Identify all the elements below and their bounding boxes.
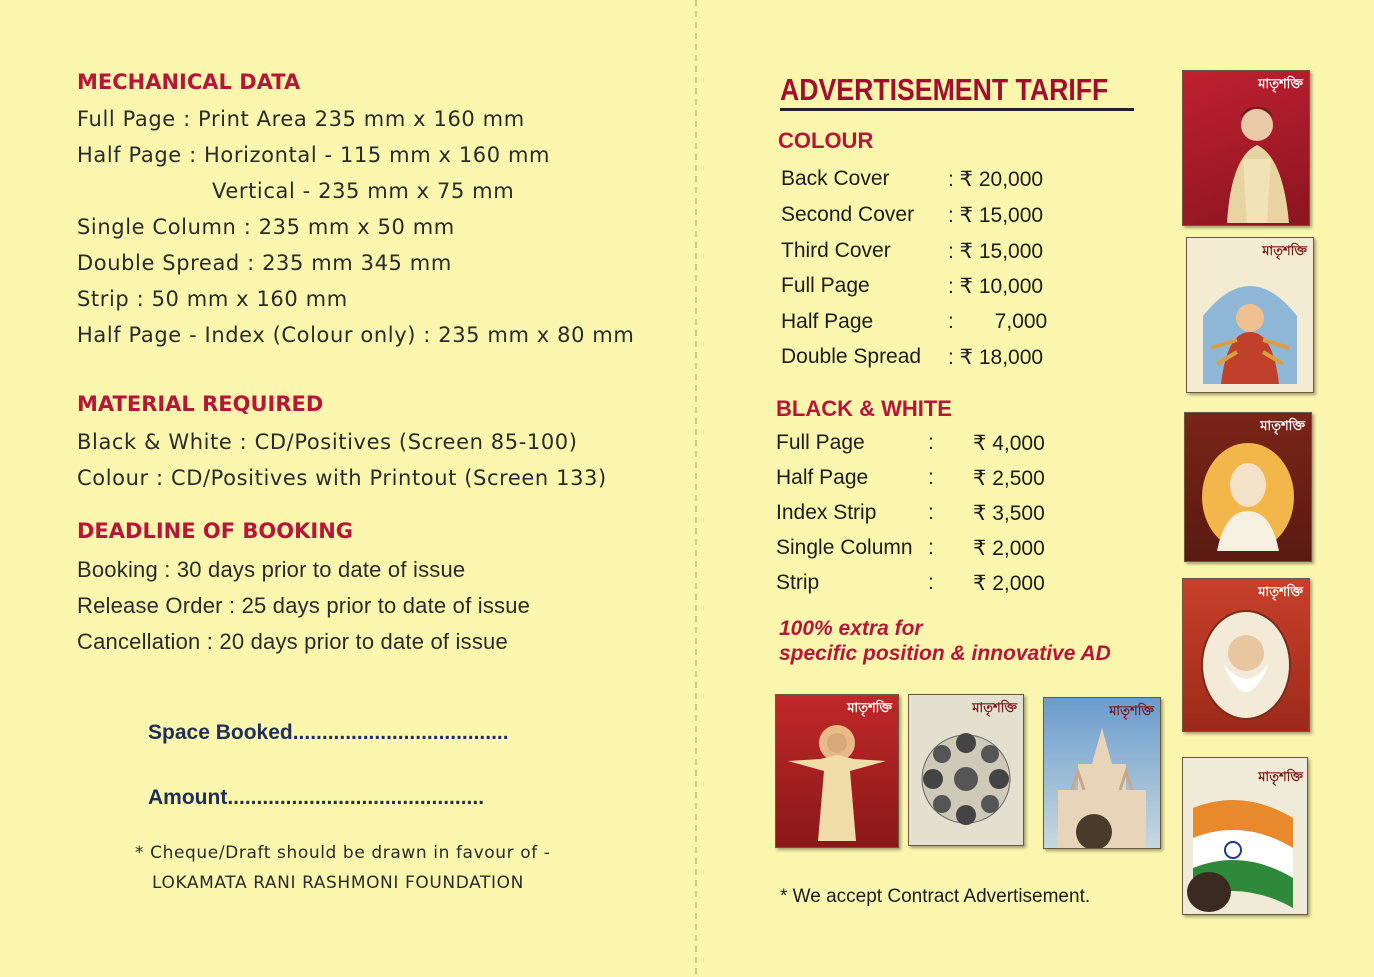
bw-row-price: ₹ 3,500: [973, 502, 1045, 525]
bw-row-label: Full Page: [776, 431, 865, 454]
colour-row-label: Full Page: [781, 274, 870, 297]
colour-row-price: : ₹ 15,000: [948, 240, 1044, 263]
woman-portrait-icon: [1223, 99, 1293, 223]
bw-row-colon: :: [928, 431, 934, 454]
magazine-cover-title: মাতৃশক্তি: [847, 701, 892, 716]
deadline-line-release-order: Release Order : 25 days prior to date of issue: [77, 593, 531, 618]
bw-row-label: Single Column: [776, 536, 913, 559]
deadline-heading: DEADLINE OF BOOKING: [77, 519, 354, 543]
colour-row-price: : ₹ 18,000: [948, 346, 1044, 369]
mechanical-line-single-column: Single Column : 235 mm x 50 mm: [77, 215, 455, 239]
magazine-cover-title: মাতৃশক্তি: [1258, 770, 1303, 785]
christ-figure-icon: [784, 721, 890, 841]
mechanical-line-half-page-vertical: Vertical - 235 mm x 75 mm: [212, 179, 515, 203]
colour-row-price: : ₹ 15,000: [948, 204, 1044, 227]
right-page: [698, 0, 1374, 977]
magazine-cover-image: [775, 694, 899, 848]
colour-row-label: Double Spread: [781, 345, 922, 368]
mechanical-line-double-spread: Double Spread : 235 mm 345 mm: [77, 251, 452, 275]
magazine-cover-title: মাতৃশক্তি: [1258, 585, 1303, 600]
magazine-cover-image: [1043, 697, 1161, 849]
bw-row-price: ₹ 2,000: [973, 572, 1045, 595]
colour-row-label: Back Cover: [781, 167, 890, 190]
extra-note-line1: 100% extra for: [779, 617, 923, 640]
bw-row-colon: :: [928, 536, 934, 559]
cheque-note-line1: * Cheque/Draft should be drawn in favour of -: [135, 843, 551, 863]
tariff-title-underline: [780, 108, 1134, 111]
bw-row-colon: :: [928, 571, 934, 594]
cheque-note-line2: LOKAMATA RANI RASHMONI FOUNDATION: [152, 873, 524, 893]
bw-heading: BLACK & WHITE: [776, 396, 952, 421]
bearded-poet-portrait-icon: [1195, 609, 1297, 725]
space-booked-field[interactable]: Space Booked.....................................: [148, 721, 509, 744]
bw-row-label: Half Page: [776, 466, 869, 489]
bw-row-price: ₹ 4,000: [973, 432, 1045, 455]
material-line-bw: Black & White : CD/Positives (Screen 85-100): [77, 430, 578, 454]
temple-illustration-icon: [1048, 720, 1156, 848]
magazine-cover-image: [1182, 578, 1310, 732]
bw-row-label: Strip: [776, 571, 820, 594]
magazine-cover-image: [1182, 757, 1308, 915]
magazine-cover-title: মাতৃশক্তি: [1260, 419, 1305, 434]
portrait-collage-icon: [915, 721, 1017, 839]
mechanical-line-strip: Strip : 50 mm x 160 mm: [77, 287, 348, 311]
mechanical-line-half-page-index: Half Page - Index (Colour only) : 235 mm x 80 mm: [77, 323, 635, 347]
bw-row-label: Index Strip: [776, 501, 877, 524]
tariff-title: ADVERTISEMENT TARIFF: [780, 72, 1109, 107]
magazine-cover-image: [1186, 237, 1314, 393]
magazine-cover-image: [1182, 70, 1310, 226]
colour-row-label: Half Page: [781, 310, 874, 333]
deadline-line-booking: Booking : 30 days prior to date of issue: [77, 557, 466, 582]
magazine-cover-title: মাতৃশক্তি: [1109, 704, 1154, 719]
bw-row-colon: :: [928, 501, 934, 524]
colour-row-price: : 7,000: [948, 310, 1048, 333]
mechanical-line-full-page: Full Page : Print Area 235 mm x 160 mm: [77, 107, 525, 131]
saint-portrait-icon: [1195, 439, 1301, 557]
goddess-illustration-icon: [1197, 266, 1303, 384]
colour-row-price: : ₹ 20,000: [948, 168, 1044, 191]
extra-note-line2: specific position & innovative AD: [779, 642, 1111, 665]
bw-row-colon: :: [928, 466, 934, 489]
contract-note: * We accept Contract Advertisement.: [780, 886, 1091, 907]
magazine-cover-title: মাতৃশক্তি: [972, 701, 1017, 716]
magazine-cover-title: মাতৃশক্তি: [1258, 77, 1303, 92]
colour-row-label: Second Cover: [781, 203, 915, 226]
flag-leaders-illustration-icon: [1183, 788, 1307, 914]
bw-row-price: ₹ 2,500: [973, 467, 1045, 490]
mechanical-line-half-page-horizontal: Half Page : Horizontal - 115 mm x 160 mm: [77, 143, 551, 167]
material-required-heading: MATERIAL REQUIRED: [77, 392, 324, 416]
colour-row-label: Third Cover: [781, 239, 891, 262]
magazine-cover-image: [1184, 412, 1312, 562]
amount-field[interactable]: Amount............................................: [148, 786, 485, 809]
magazine-cover-image: [908, 694, 1024, 846]
bw-row-price: ₹ 2,000: [973, 537, 1045, 560]
material-line-colour: Colour : CD/Positives with Printout (Screen 133): [77, 466, 607, 490]
colour-heading: COLOUR: [778, 128, 874, 153]
deadline-line-cancellation: Cancellation : 20 days prior to date of issue: [77, 629, 508, 654]
mechanical-data-heading: MECHANICAL DATA: [77, 70, 301, 94]
magazine-cover-title: মাতৃশক্তি: [1262, 244, 1307, 259]
colour-row-price: : ₹ 10,000: [948, 275, 1044, 298]
